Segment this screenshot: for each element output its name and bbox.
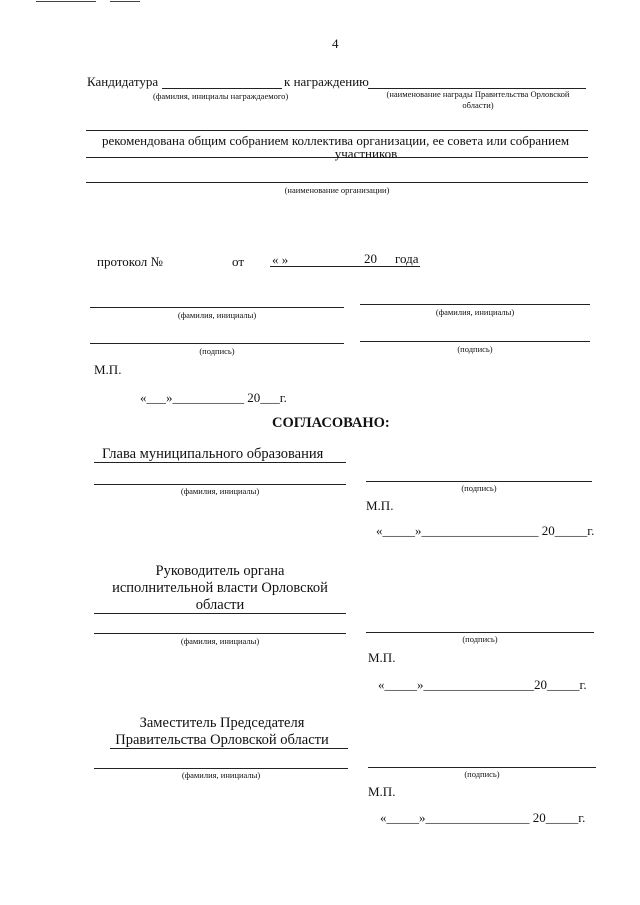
organization-hint: (наименование организации)	[284, 185, 390, 195]
name-line-left	[90, 307, 344, 308]
name-hint-right: (фамилия, инициалы)	[435, 307, 515, 317]
agreed-block3-name-hint: (фамилия, инициалы)	[181, 770, 261, 780]
agreed-block2-date-line: «_____»_________________20_____г.	[378, 677, 587, 692]
agreed-block1-sign-hint: (подпись)	[461, 483, 497, 493]
protocol-year-prefix: 20	[364, 251, 377, 266]
award-hint-line1: (наименование награды Правительства Орловской	[386, 89, 570, 99]
sign-line-left	[90, 343, 344, 344]
recommendation-line1: рекомендована общим собранием коллектива организации, ее совета или собранием	[102, 133, 570, 148]
sign-hint-left: (подпись)	[199, 346, 235, 356]
award-label: к награждению	[284, 74, 369, 89]
agreed-block2-name-hint: (фамилия, инициалы)	[180, 636, 260, 646]
protocol-from-label: от	[232, 254, 245, 269]
agreed-block1-title-underline	[94, 462, 346, 463]
agreed-block2-title-line3: области	[195, 597, 245, 613]
candidate-hint: (фамилия, инициалы награждаемого)	[153, 91, 289, 101]
protocol-year-suffix: года	[395, 251, 419, 266]
scan-edge-mark	[36, 1, 96, 2]
agreed-block3-title-underline	[110, 748, 348, 749]
protocol-date-quotes: « »	[272, 252, 289, 267]
candidate-label: Кандидатура	[87, 74, 159, 89]
recommendation-line2: участников	[334, 146, 398, 161]
agreed-block3-title-line2: Правительства Орловской области	[115, 732, 329, 748]
agreed-block3-sign-hint: (подпись)	[464, 769, 500, 779]
agreed-block3-sign-line	[368, 767, 596, 768]
agreed-heading: СОГЛАСОВАНО:	[272, 415, 390, 431]
agreed-block1-name-hint: (фамилия, инициалы)	[180, 486, 260, 496]
candidate-underline	[162, 88, 282, 89]
agreed-block1-title: Глава муниципального образования	[102, 446, 324, 462]
stamp-place-label: М.П.	[94, 362, 122, 377]
agreed-block1-date-line: «_____»__________________ 20_____г.	[376, 523, 595, 538]
name-hint-left: (фамилия, инициалы)	[177, 310, 257, 320]
agreed-block3-name-line	[94, 768, 348, 769]
award-hint-line2: области)	[462, 100, 494, 110]
recommendation-top-rule	[86, 130, 588, 131]
agreed-block2-stamp-label: М.П.	[368, 650, 396, 665]
agreed-block2-title-line1: Руководитель органа	[155, 563, 285, 579]
agreed-block2-title-underline	[94, 613, 346, 614]
sign-line-right	[360, 341, 590, 342]
agreed-block3-stamp-label: М.П.	[368, 784, 396, 799]
agreed-block3-date-line: «_____»________________ 20_____г.	[380, 810, 586, 825]
agreed-block1-sign-line	[366, 481, 592, 482]
page-number: 4	[332, 36, 339, 51]
agreed-block1-name-line	[94, 484, 346, 485]
agreed-block2-sign-line	[366, 632, 594, 633]
agreed-block3-title-line1: Заместитель Председателя	[139, 715, 305, 731]
agreed-block1-stamp-label: М.П.	[366, 498, 394, 513]
organization-underline	[86, 182, 588, 183]
agreed-block2-sign-hint: (подпись)	[462, 634, 498, 644]
sign-hint-right: (подпись)	[457, 344, 493, 354]
protocol-label: протокол №	[97, 254, 163, 269]
agreed-block2-title-line2: исполнительной власти Орловской	[112, 580, 328, 596]
name-line-right	[360, 304, 590, 305]
signature-date-line: «___»___________ 20___г.	[140, 390, 287, 405]
scan-edge-mark	[110, 1, 140, 2]
agreed-block2-name-line	[94, 633, 346, 634]
